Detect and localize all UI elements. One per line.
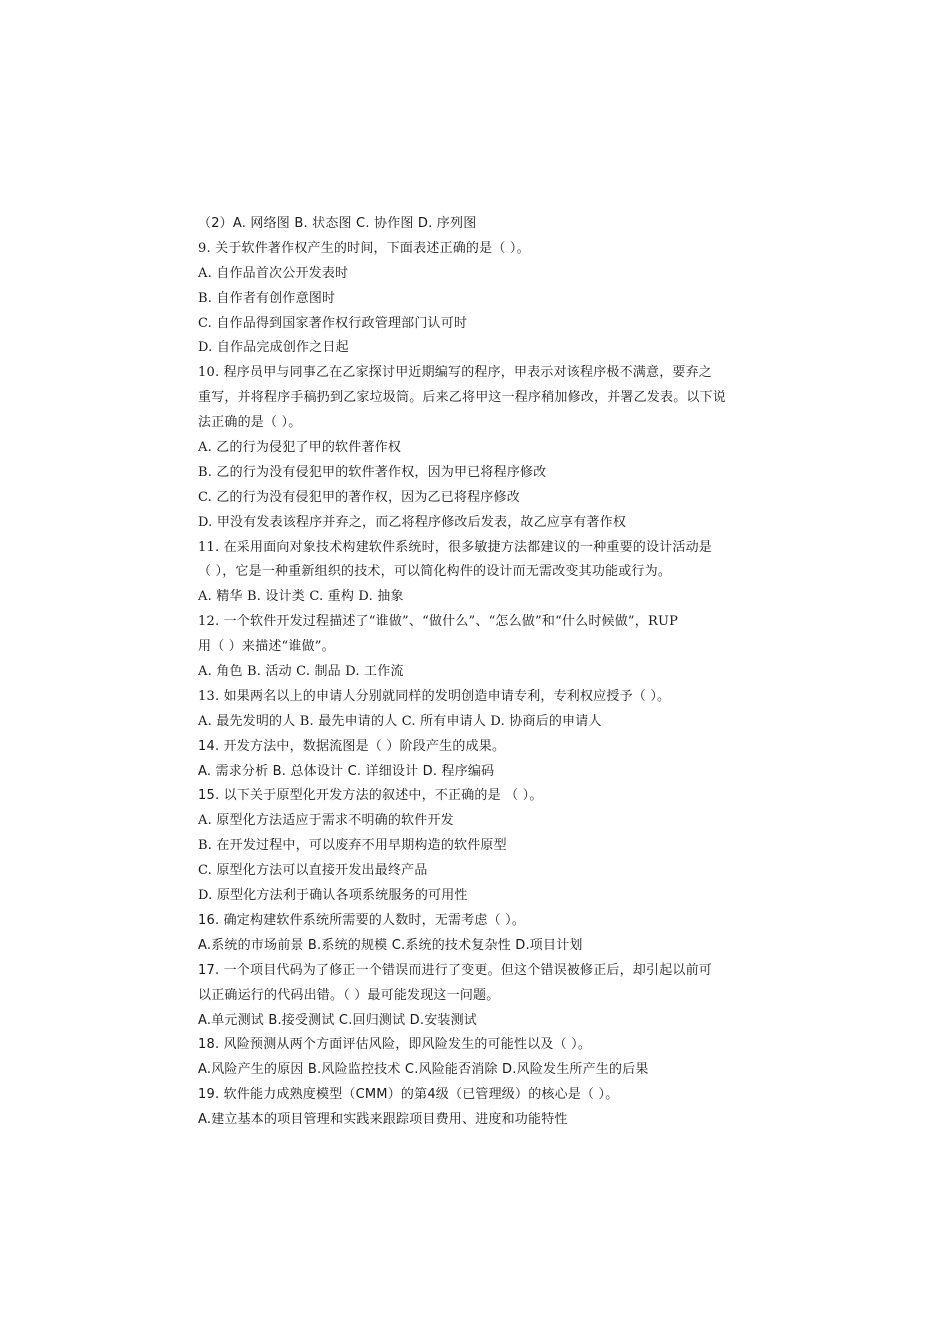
option-line: C. 乙的行为没有侵犯甲的著作权，因为乙已将程序修改 — [198, 489, 520, 505]
question-18: 18. 风险预测从两个方面评估风险，即风险发生的可能性以及（ ）。 — [198, 1037, 592, 1053]
text-line: 以正确运行的代码出错。（ ）最可能发现这一问题。 — [198, 987, 500, 1003]
question-15: 15. 以下关于原型化开发方法的叙述中，不正确的是 （ ）。 — [198, 788, 543, 804]
text-line: 重写，并将程序手稿扔到乙家垃圾筒。后来乙将甲这一程序稍加修改，并署乙发表。以下说 — [198, 390, 727, 406]
document-page — [198, 212, 758, 1133]
question-9: 9. 关于软件著作权产生的时间，下面表述正确的是（ ）。 — [198, 240, 530, 256]
question-19: 19. 软件能力成熟度模型（CMM）的第4级（已管理级）的核心是（ ）。 — [198, 1087, 619, 1103]
option-line: A.风险产生的原因 B.风险监控技术 C.风险能否消除 D.风险发生所产生的后果 — [198, 1062, 649, 1078]
option-line: A.建立基本的项目管理和实践来跟踪项目费用、进度和功能特性 — [198, 1112, 568, 1128]
option-line: A. 精华 B. 设计类 C. 重构 D. 抽象 — [198, 589, 404, 605]
option-line: D. 原型化方法利于确认各项系统服务的可用性 — [198, 888, 468, 904]
question-16: 16. 确定构建软件系统所需要的人数时，无需考虑（ ）。 — [198, 912, 526, 928]
option-line: D. 自作品完成创作之日起 — [198, 340, 349, 356]
question-17: 17. 一个项目代码为了修正一个错误而进行了变更。但这个错误被修正后，却引起以前可 — [198, 962, 713, 978]
option-line: A. 自作品首次公开发表时 — [198, 265, 349, 281]
option-line: A. 原型化方法适应于需求不明确的软件开发 — [198, 813, 454, 829]
option-line: B. 自作者有创作意图时 — [198, 290, 336, 306]
option-line: C. 原型化方法可以直接开发出最终产品 — [198, 863, 428, 879]
text-line: 法正确的是（ ）。 — [198, 415, 302, 431]
question-10: 10. 程序员甲与同事乙在乙家探讨甲近期编写的程序，甲表示对该程序极不满意，要弃之 — [198, 365, 713, 381]
question-11: 11. 在采用面向对象技术构建软件系统时，很多敏捷方法都建议的一种重要的设计活动是 — [198, 539, 713, 555]
text-line: （2）A. 网络图 B. 状态图 C. 协作图 D. 序列图 — [198, 216, 477, 231]
option-line: D. 甲没有发表该程序并弃之，而乙将程序修改后发表，故乙应享有著作权 — [198, 514, 627, 530]
option-line: A. 最先发明的人 B. 最先申请的人 C. 所有申请人 D. 协商后的申请人 — [198, 713, 602, 729]
option-line: A. 需求分析 B. 总体设计 C. 详细设计 D. 程序编码 — [198, 763, 495, 779]
question-12: 12. 一个软件开发过程描述了“谁做”、“做什么”、“怎么做”和“什么时候做”，RUP — [198, 614, 679, 630]
text-line: 用（ ）来描述“谁做”。 — [198, 639, 335, 655]
option-line: B. 在开发过程中，可以废弃不用早期构造的软件原型 — [198, 838, 507, 854]
question-14: 14. 开发方法中，数据流图是（ ）阶段产生的成果。 — [198, 738, 506, 754]
option-line: C. 自作品得到国家著作权行政管理部门认可时 — [198, 315, 468, 331]
option-line: A. 角色 B. 活动 C. 制品 D. 工作流 — [198, 664, 404, 680]
text-line: （ ），它是一种重新组织的技术，可以简化构件的设计而无需改变其功能或行为。 — [198, 564, 672, 580]
option-line: A.系统的市场前景 B.系统的规模 C.系统的技术复杂性 D.项目计划 — [198, 937, 583, 953]
option-line: A. 乙的行为侵犯了甲的软件著作权 — [198, 440, 402, 456]
option-line: B. 乙的行为没有侵犯甲的软件著作权，因为甲已将程序修改 — [198, 464, 547, 480]
question-13: 13. 如果两名以上的申请人分别就同样的发明创造申请专利，专利权应授予（ ）。 — [198, 688, 671, 704]
option-line: A.单元测试 B.接受测试 C.回归测试 D.安装测试 — [198, 1012, 477, 1028]
